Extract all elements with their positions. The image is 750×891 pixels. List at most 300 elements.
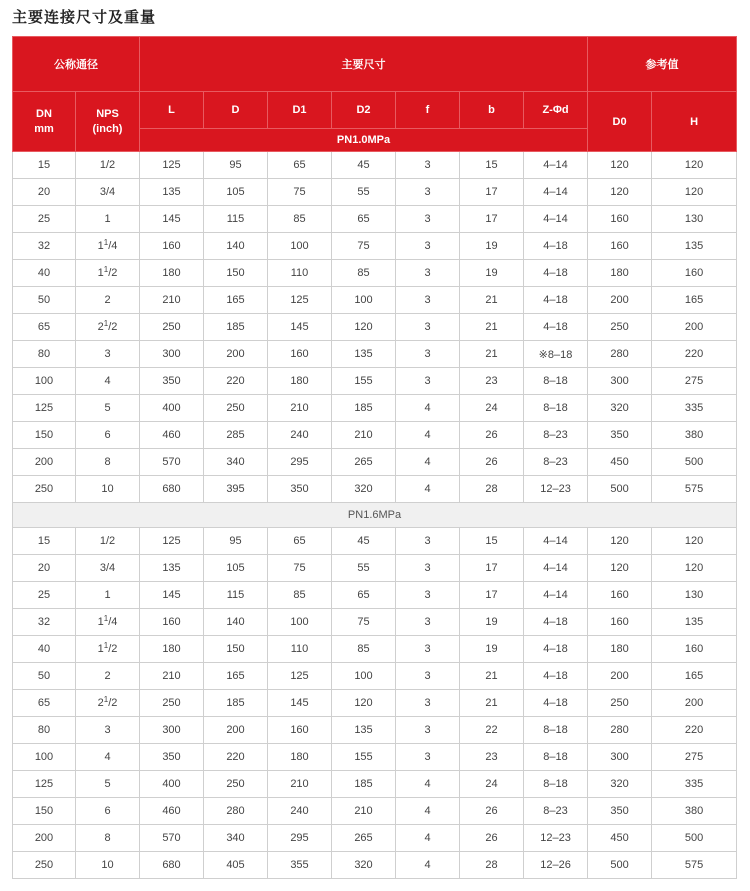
- cell-l: 460: [140, 422, 204, 449]
- cell-nps: [76, 582, 140, 609]
- table-row: [13, 476, 737, 503]
- cell-d2: 320: [332, 852, 396, 879]
- cell-f: 3: [396, 233, 460, 260]
- cell-nps: [76, 152, 140, 179]
- nps-whole: 10: [101, 859, 114, 871]
- cell-dn: 150: [13, 422, 76, 449]
- cell-nps: [76, 476, 140, 503]
- cell-d: 95: [204, 152, 268, 179]
- nps-whole: 8: [104, 456, 111, 468]
- cell-l: 125: [140, 152, 204, 179]
- cell-zd: 8–23: [524, 422, 588, 449]
- cell-zd: 12–23: [524, 825, 588, 852]
- table-row: [13, 582, 737, 609]
- cell-d0: 280: [588, 717, 652, 744]
- cell-d2: 65: [332, 206, 396, 233]
- cell-zd: 4–18: [524, 609, 588, 636]
- cell-f: 4: [396, 798, 460, 825]
- cell-zd: 4–14: [524, 206, 588, 233]
- cell-f: 3: [396, 341, 460, 368]
- cell-b: 19: [460, 636, 524, 663]
- cell-d: 200: [204, 341, 268, 368]
- cell-b: 21: [460, 690, 524, 717]
- cell-b: 15: [460, 528, 524, 555]
- cell-b: 17: [460, 206, 524, 233]
- cell-f: 3: [396, 636, 460, 663]
- cell-l: 570: [140, 825, 204, 852]
- cell-d: 140: [204, 233, 268, 260]
- header-col-D: D: [204, 92, 268, 129]
- cell-l: 160: [140, 233, 204, 260]
- cell-f: 3: [396, 152, 460, 179]
- cell-b: 15: [460, 152, 524, 179]
- cell-f: 3: [396, 314, 460, 341]
- cell-nps: [76, 771, 140, 798]
- cell-nps: [76, 287, 140, 314]
- cell-d0: 200: [588, 663, 652, 690]
- cell-d2: 75: [332, 609, 396, 636]
- cell-h: 275: [652, 368, 737, 395]
- cell-zd: 8–18: [524, 395, 588, 422]
- table-row: [13, 314, 737, 341]
- nps-fraction: 3/4: [99, 186, 116, 198]
- cell-h: 200: [652, 690, 737, 717]
- cell-d2: 265: [332, 449, 396, 476]
- table-row: [13, 395, 737, 422]
- nps-whole: 1: [97, 616, 104, 628]
- cell-d: 285: [204, 422, 268, 449]
- cell-d: 140: [204, 609, 268, 636]
- cell-h: 130: [652, 582, 737, 609]
- cell-d2: 185: [332, 771, 396, 798]
- cell-d: 150: [204, 636, 268, 663]
- nps-fraction: 3/4: [99, 562, 116, 574]
- cell-dn: 40: [13, 260, 76, 287]
- nps-whole: 1: [104, 213, 111, 225]
- header-nps-unit: (inch): [92, 122, 123, 135]
- cell-d1: 100: [268, 233, 332, 260]
- cell-dn: 32: [13, 233, 76, 260]
- cell-zd: 4–18: [524, 314, 588, 341]
- header-col-f: f: [396, 92, 460, 129]
- cell-d0: 200: [588, 287, 652, 314]
- cell-l: 300: [140, 717, 204, 744]
- cell-b: 26: [460, 825, 524, 852]
- nps-whole: 10: [101, 483, 114, 495]
- cell-f: 3: [396, 368, 460, 395]
- nps-fraction: $^1$/2: [103, 319, 118, 333]
- cell-nps: [76, 528, 140, 555]
- section-label-pn16: PN1.6MPa: [13, 503, 737, 528]
- cell-zd: 8–18: [524, 744, 588, 771]
- cell-f: 3: [396, 179, 460, 206]
- cell-d0: 120: [588, 152, 652, 179]
- cell-d2: 210: [332, 798, 396, 825]
- nps-whole: 4: [104, 375, 111, 387]
- section-label-pn10: PN1.0MPa: [140, 129, 588, 152]
- cell-d: 200: [204, 717, 268, 744]
- cell-d2: 85: [332, 260, 396, 287]
- cell-d1: 75: [268, 555, 332, 582]
- cell-d2: 85: [332, 636, 396, 663]
- nps-whole: 6: [104, 429, 111, 441]
- table-row: [13, 449, 737, 476]
- cell-d: 220: [204, 744, 268, 771]
- cell-d1: 210: [268, 395, 332, 422]
- cell-d0: 120: [588, 555, 652, 582]
- cell-b: 26: [460, 798, 524, 825]
- cell-d0: 120: [588, 528, 652, 555]
- cell-f: 3: [396, 206, 460, 233]
- cell-d: 95: [204, 528, 268, 555]
- cell-d0: 160: [588, 609, 652, 636]
- cell-b: 24: [460, 771, 524, 798]
- nps-whole: 2: [104, 294, 111, 306]
- cell-d: 405: [204, 852, 268, 879]
- cell-f: 4: [396, 422, 460, 449]
- cell-b: 17: [460, 179, 524, 206]
- cell-dn: 15: [13, 152, 76, 179]
- header-col-D1: D1: [268, 92, 332, 129]
- page-title: 主要连接尺寸及重量: [12, 8, 157, 26]
- nps-whole: 2: [97, 697, 104, 709]
- cell-d1: 180: [268, 368, 332, 395]
- cell-l: 145: [140, 582, 204, 609]
- cell-b: 21: [460, 287, 524, 314]
- nps-fraction: $^1$/4: [103, 614, 118, 628]
- cell-l: 250: [140, 690, 204, 717]
- cell-d0: 450: [588, 825, 652, 852]
- cell-nps: [76, 260, 140, 287]
- cell-dn: 25: [13, 582, 76, 609]
- cell-h: 380: [652, 422, 737, 449]
- cell-d2: 120: [332, 314, 396, 341]
- cell-zd: 8–23: [524, 798, 588, 825]
- cell-d0: 320: [588, 395, 652, 422]
- table-row: [13, 422, 737, 449]
- cell-d1: 295: [268, 449, 332, 476]
- cell-l: 680: [140, 476, 204, 503]
- cell-d0: 300: [588, 744, 652, 771]
- cell-d2: 100: [332, 663, 396, 690]
- cell-nps: [76, 825, 140, 852]
- cell-f: 3: [396, 609, 460, 636]
- cell-dn: 25: [13, 206, 76, 233]
- cell-d: 395: [204, 476, 268, 503]
- cell-nps: [76, 717, 140, 744]
- cell-d0: 250: [588, 690, 652, 717]
- cell-nps: [76, 179, 140, 206]
- dimension-table: [12, 36, 737, 879]
- header-col-L: L: [140, 92, 204, 129]
- cell-d0: 450: [588, 449, 652, 476]
- cell-d: 340: [204, 825, 268, 852]
- table-row: [13, 368, 737, 395]
- cell-b: 21: [460, 341, 524, 368]
- nps-whole: 1: [97, 240, 104, 252]
- header-col-b: b: [460, 92, 524, 129]
- cell-b: 19: [460, 609, 524, 636]
- cell-nps: [76, 744, 140, 771]
- cell-d2: 135: [332, 341, 396, 368]
- cell-zd: 8–18: [524, 771, 588, 798]
- cell-nps: [76, 422, 140, 449]
- cell-zd: 4–14: [524, 528, 588, 555]
- cell-f: 3: [396, 582, 460, 609]
- header-col-D0: D0: [588, 92, 652, 152]
- cell-d2: 210: [332, 422, 396, 449]
- cell-d: 185: [204, 690, 268, 717]
- cell-dn: 50: [13, 287, 76, 314]
- cell-h: 160: [652, 636, 737, 663]
- nps-whole: 3: [104, 348, 111, 360]
- cell-d0: 500: [588, 476, 652, 503]
- cell-nps: [76, 395, 140, 422]
- cell-l: 400: [140, 395, 204, 422]
- table-row: [13, 179, 737, 206]
- cell-d1: 100: [268, 609, 332, 636]
- cell-zd: 4–18: [524, 233, 588, 260]
- cell-h: 335: [652, 395, 737, 422]
- cell-d0: 180: [588, 636, 652, 663]
- cell-d0: 250: [588, 314, 652, 341]
- cell-h: 500: [652, 449, 737, 476]
- cell-b: 21: [460, 663, 524, 690]
- cell-d: 105: [204, 555, 268, 582]
- cell-d1: 85: [268, 206, 332, 233]
- cell-d1: 65: [268, 528, 332, 555]
- nps-whole: 3: [104, 724, 111, 736]
- cell-d1: 85: [268, 582, 332, 609]
- cell-b: 19: [460, 260, 524, 287]
- cell-h: 275: [652, 744, 737, 771]
- cell-zd: 4–18: [524, 663, 588, 690]
- cell-nps: [76, 555, 140, 582]
- cell-h: 120: [652, 152, 737, 179]
- cell-d: 250: [204, 395, 268, 422]
- cell-h: 200: [652, 314, 737, 341]
- cell-l: 135: [140, 555, 204, 582]
- cell-f: 4: [396, 852, 460, 879]
- cell-h: 120: [652, 179, 737, 206]
- cell-d2: 100: [332, 287, 396, 314]
- table-row: [13, 636, 737, 663]
- cell-dn: 15: [13, 528, 76, 555]
- table-row: [13, 152, 737, 179]
- cell-d1: 210: [268, 771, 332, 798]
- cell-nps: [76, 368, 140, 395]
- cell-d1: 75: [268, 179, 332, 206]
- cell-dn: 40: [13, 636, 76, 663]
- cell-d0: 350: [588, 798, 652, 825]
- cell-nps: [76, 636, 140, 663]
- cell-h: 220: [652, 717, 737, 744]
- table-row: [13, 555, 737, 582]
- cell-zd: 4–18: [524, 690, 588, 717]
- table-row: [13, 663, 737, 690]
- cell-zd: 4–14: [524, 555, 588, 582]
- cell-d1: 240: [268, 422, 332, 449]
- cell-l: 680: [140, 852, 204, 879]
- cell-f: 3: [396, 528, 460, 555]
- cell-l: 180: [140, 636, 204, 663]
- cell-f: 3: [396, 663, 460, 690]
- cell-d0: 320: [588, 771, 652, 798]
- cell-l: 125: [140, 528, 204, 555]
- cell-d2: 55: [332, 555, 396, 582]
- cell-l: 400: [140, 771, 204, 798]
- section-pn10-body: [13, 152, 737, 503]
- cell-zd: ※8–18: [524, 341, 588, 368]
- cell-f: 3: [396, 690, 460, 717]
- nps-whole: 4: [104, 751, 111, 763]
- cell-d2: 75: [332, 233, 396, 260]
- cell-nps: [76, 690, 140, 717]
- cell-d1: 295: [268, 825, 332, 852]
- header-main-dimensions: 主要尺寸: [140, 37, 588, 92]
- cell-h: 130: [652, 206, 737, 233]
- cell-zd: 4–14: [524, 582, 588, 609]
- cell-d: 340: [204, 449, 268, 476]
- cell-d0: 160: [588, 582, 652, 609]
- cell-f: 4: [396, 449, 460, 476]
- header-nps-label: NPS: [96, 107, 119, 120]
- cell-d: 150: [204, 260, 268, 287]
- cell-b: 26: [460, 422, 524, 449]
- table-row: [13, 825, 737, 852]
- table-row: [13, 744, 737, 771]
- cell-d1: 125: [268, 663, 332, 690]
- cell-l: 350: [140, 368, 204, 395]
- cell-dn: 50: [13, 663, 76, 690]
- cell-d1: 355: [268, 852, 332, 879]
- cell-dn: 20: [13, 555, 76, 582]
- cell-l: 210: [140, 663, 204, 690]
- nps-whole: 5: [104, 778, 111, 790]
- header-nominal-size: 公称通径: [13, 37, 140, 92]
- cell-f: 4: [396, 476, 460, 503]
- cell-d2: 45: [332, 152, 396, 179]
- cell-d1: 110: [268, 636, 332, 663]
- table-row: [13, 609, 737, 636]
- cell-l: 145: [140, 206, 204, 233]
- nps-whole: 2: [97, 321, 104, 333]
- cell-b: 21: [460, 314, 524, 341]
- cell-zd: 8–23: [524, 449, 588, 476]
- cell-d2: 55: [332, 179, 396, 206]
- cell-h: 165: [652, 663, 737, 690]
- cell-d1: 110: [268, 260, 332, 287]
- cell-nps: [76, 798, 140, 825]
- cell-h: 335: [652, 771, 737, 798]
- cell-d0: 280: [588, 341, 652, 368]
- table-row: [13, 717, 737, 744]
- cell-b: 23: [460, 368, 524, 395]
- cell-h: 500: [652, 825, 737, 852]
- cell-l: 160: [140, 609, 204, 636]
- cell-b: 19: [460, 233, 524, 260]
- cell-h: 220: [652, 341, 737, 368]
- nps-whole: 5: [104, 402, 111, 414]
- table-row: [13, 233, 737, 260]
- cell-nps: [76, 341, 140, 368]
- cell-nps: [76, 206, 140, 233]
- nps-fraction: $^1$/2: [103, 265, 118, 279]
- cell-l: 300: [140, 341, 204, 368]
- header-nps: [76, 92, 140, 152]
- cell-zd: 4–18: [524, 636, 588, 663]
- nps-whole: 1: [97, 267, 104, 279]
- cell-f: 3: [396, 287, 460, 314]
- header-col-H: H: [652, 92, 737, 152]
- cell-dn: 32: [13, 609, 76, 636]
- cell-dn: 100: [13, 368, 76, 395]
- cell-zd: 8–18: [524, 717, 588, 744]
- cell-zd: 8–18: [524, 368, 588, 395]
- cell-d1: 65: [268, 152, 332, 179]
- nps-fraction: 1/2: [99, 535, 116, 547]
- cell-zd: 4–18: [524, 260, 588, 287]
- cell-zd: 4–14: [524, 179, 588, 206]
- cell-d0: 300: [588, 368, 652, 395]
- cell-dn: 200: [13, 449, 76, 476]
- cell-d: 105: [204, 179, 268, 206]
- cell-d2: 120: [332, 690, 396, 717]
- table-row: [13, 690, 737, 717]
- table-row: [13, 260, 737, 287]
- cell-zd: 12–23: [524, 476, 588, 503]
- cell-f: 4: [396, 825, 460, 852]
- cell-d: 185: [204, 314, 268, 341]
- cell-dn: 200: [13, 825, 76, 852]
- cell-h: 135: [652, 609, 737, 636]
- cell-dn: 65: [13, 690, 76, 717]
- cell-b: 28: [460, 476, 524, 503]
- cell-f: 3: [396, 717, 460, 744]
- cell-h: 120: [652, 555, 737, 582]
- cell-d2: 155: [332, 744, 396, 771]
- cell-d: 165: [204, 287, 268, 314]
- cell-nps: [76, 609, 140, 636]
- cell-l: 210: [140, 287, 204, 314]
- cell-b: 17: [460, 582, 524, 609]
- cell-l: 250: [140, 314, 204, 341]
- nps-whole: 8: [104, 832, 111, 844]
- header-reference-values: 参考值: [588, 37, 737, 92]
- cell-l: 570: [140, 449, 204, 476]
- cell-dn: 125: [13, 395, 76, 422]
- cell-f: 3: [396, 555, 460, 582]
- cell-d2: 185: [332, 395, 396, 422]
- cell-zd: 4–18: [524, 287, 588, 314]
- cell-d: 115: [204, 206, 268, 233]
- cell-d2: 320: [332, 476, 396, 503]
- cell-d1: 350: [268, 476, 332, 503]
- cell-d1: 180: [268, 744, 332, 771]
- cell-nps: [76, 314, 140, 341]
- table-row: [13, 852, 737, 879]
- cell-nps: [76, 449, 140, 476]
- header-dn: [13, 92, 76, 152]
- cell-nps: [76, 663, 140, 690]
- cell-dn: 150: [13, 798, 76, 825]
- nps-fraction: $^1$/2: [103, 695, 118, 709]
- cell-f: 4: [396, 395, 460, 422]
- nps-whole: 1: [104, 589, 111, 601]
- table-row: [13, 771, 737, 798]
- cell-dn: 100: [13, 744, 76, 771]
- cell-h: 380: [652, 798, 737, 825]
